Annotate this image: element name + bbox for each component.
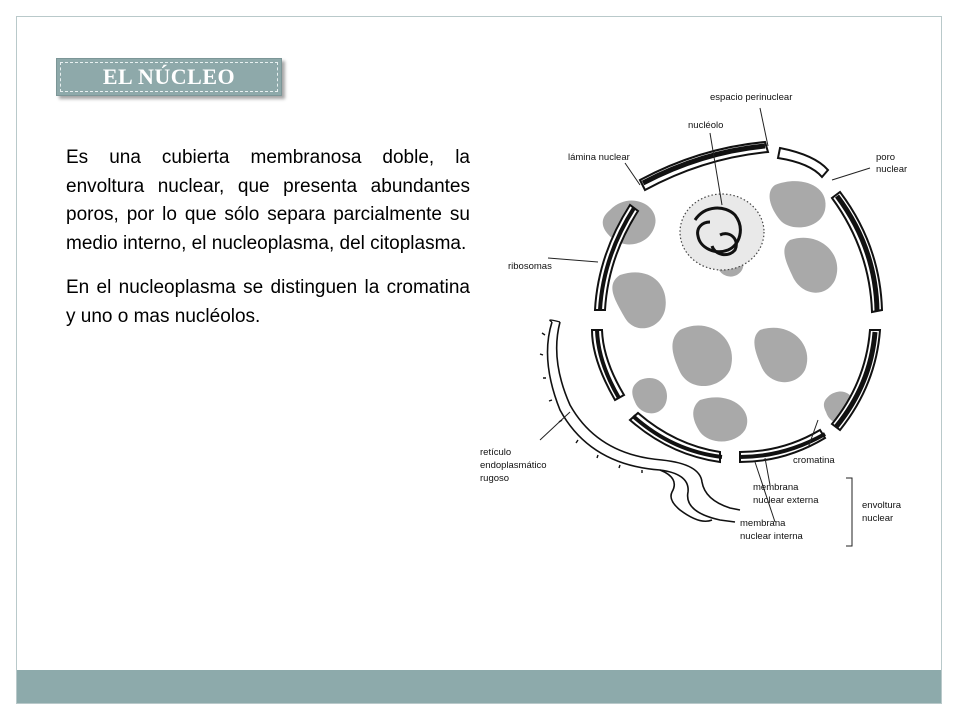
- label-poro-1: poro: [876, 152, 896, 163]
- title-box: [56, 58, 282, 96]
- label-membrana-externa-2: nuclear externa: [753, 495, 819, 506]
- paragraph-2: En el nucleoplasma se distinguen la cromatina y uno o mas nucléolos.: [66, 277, 470, 327]
- label-envoltura-2: nuclear: [862, 513, 894, 524]
- label-reticulo-1: retículo: [480, 447, 512, 458]
- title-inner-border: [60, 62, 278, 92]
- footer-bar: [17, 670, 941, 703]
- label-reticulo-3: rugoso: [480, 473, 510, 484]
- body-text: [66, 144, 470, 347]
- label-membrana-interna-2: nuclear interna: [740, 531, 803, 542]
- label-ribosomas: ribosomas: [508, 261, 552, 272]
- label-envoltura-1: envoltura: [862, 500, 902, 511]
- label-membrana-externa-1: membrana: [753, 482, 799, 493]
- label-membrana-interna-1: membrana: [740, 518, 786, 529]
- label-reticulo-2: endoplasmático: [480, 460, 547, 471]
- slide-title: EL NÚCLEO: [102, 64, 236, 89]
- label-espacio-perinuclear: espacio perinuclear: [710, 92, 793, 103]
- label-nucleolo: nucléolo: [688, 120, 724, 131]
- paragraph-1: Es una cubierta membranosa doble, la envoltura nuclear, que presenta abundantes poros, por lo que sólo separa parcialmente su medio interno, el nucleoplasma, del citoplasma.: [66, 147, 470, 254]
- nucleolus: [680, 194, 764, 270]
- label-cromatina: cromatina: [793, 455, 835, 466]
- nucleus-diagram: [455, 80, 935, 560]
- label-poro-2: nuclear: [876, 164, 908, 175]
- label-lamina-nuclear: lámina nuclear: [568, 152, 630, 163]
